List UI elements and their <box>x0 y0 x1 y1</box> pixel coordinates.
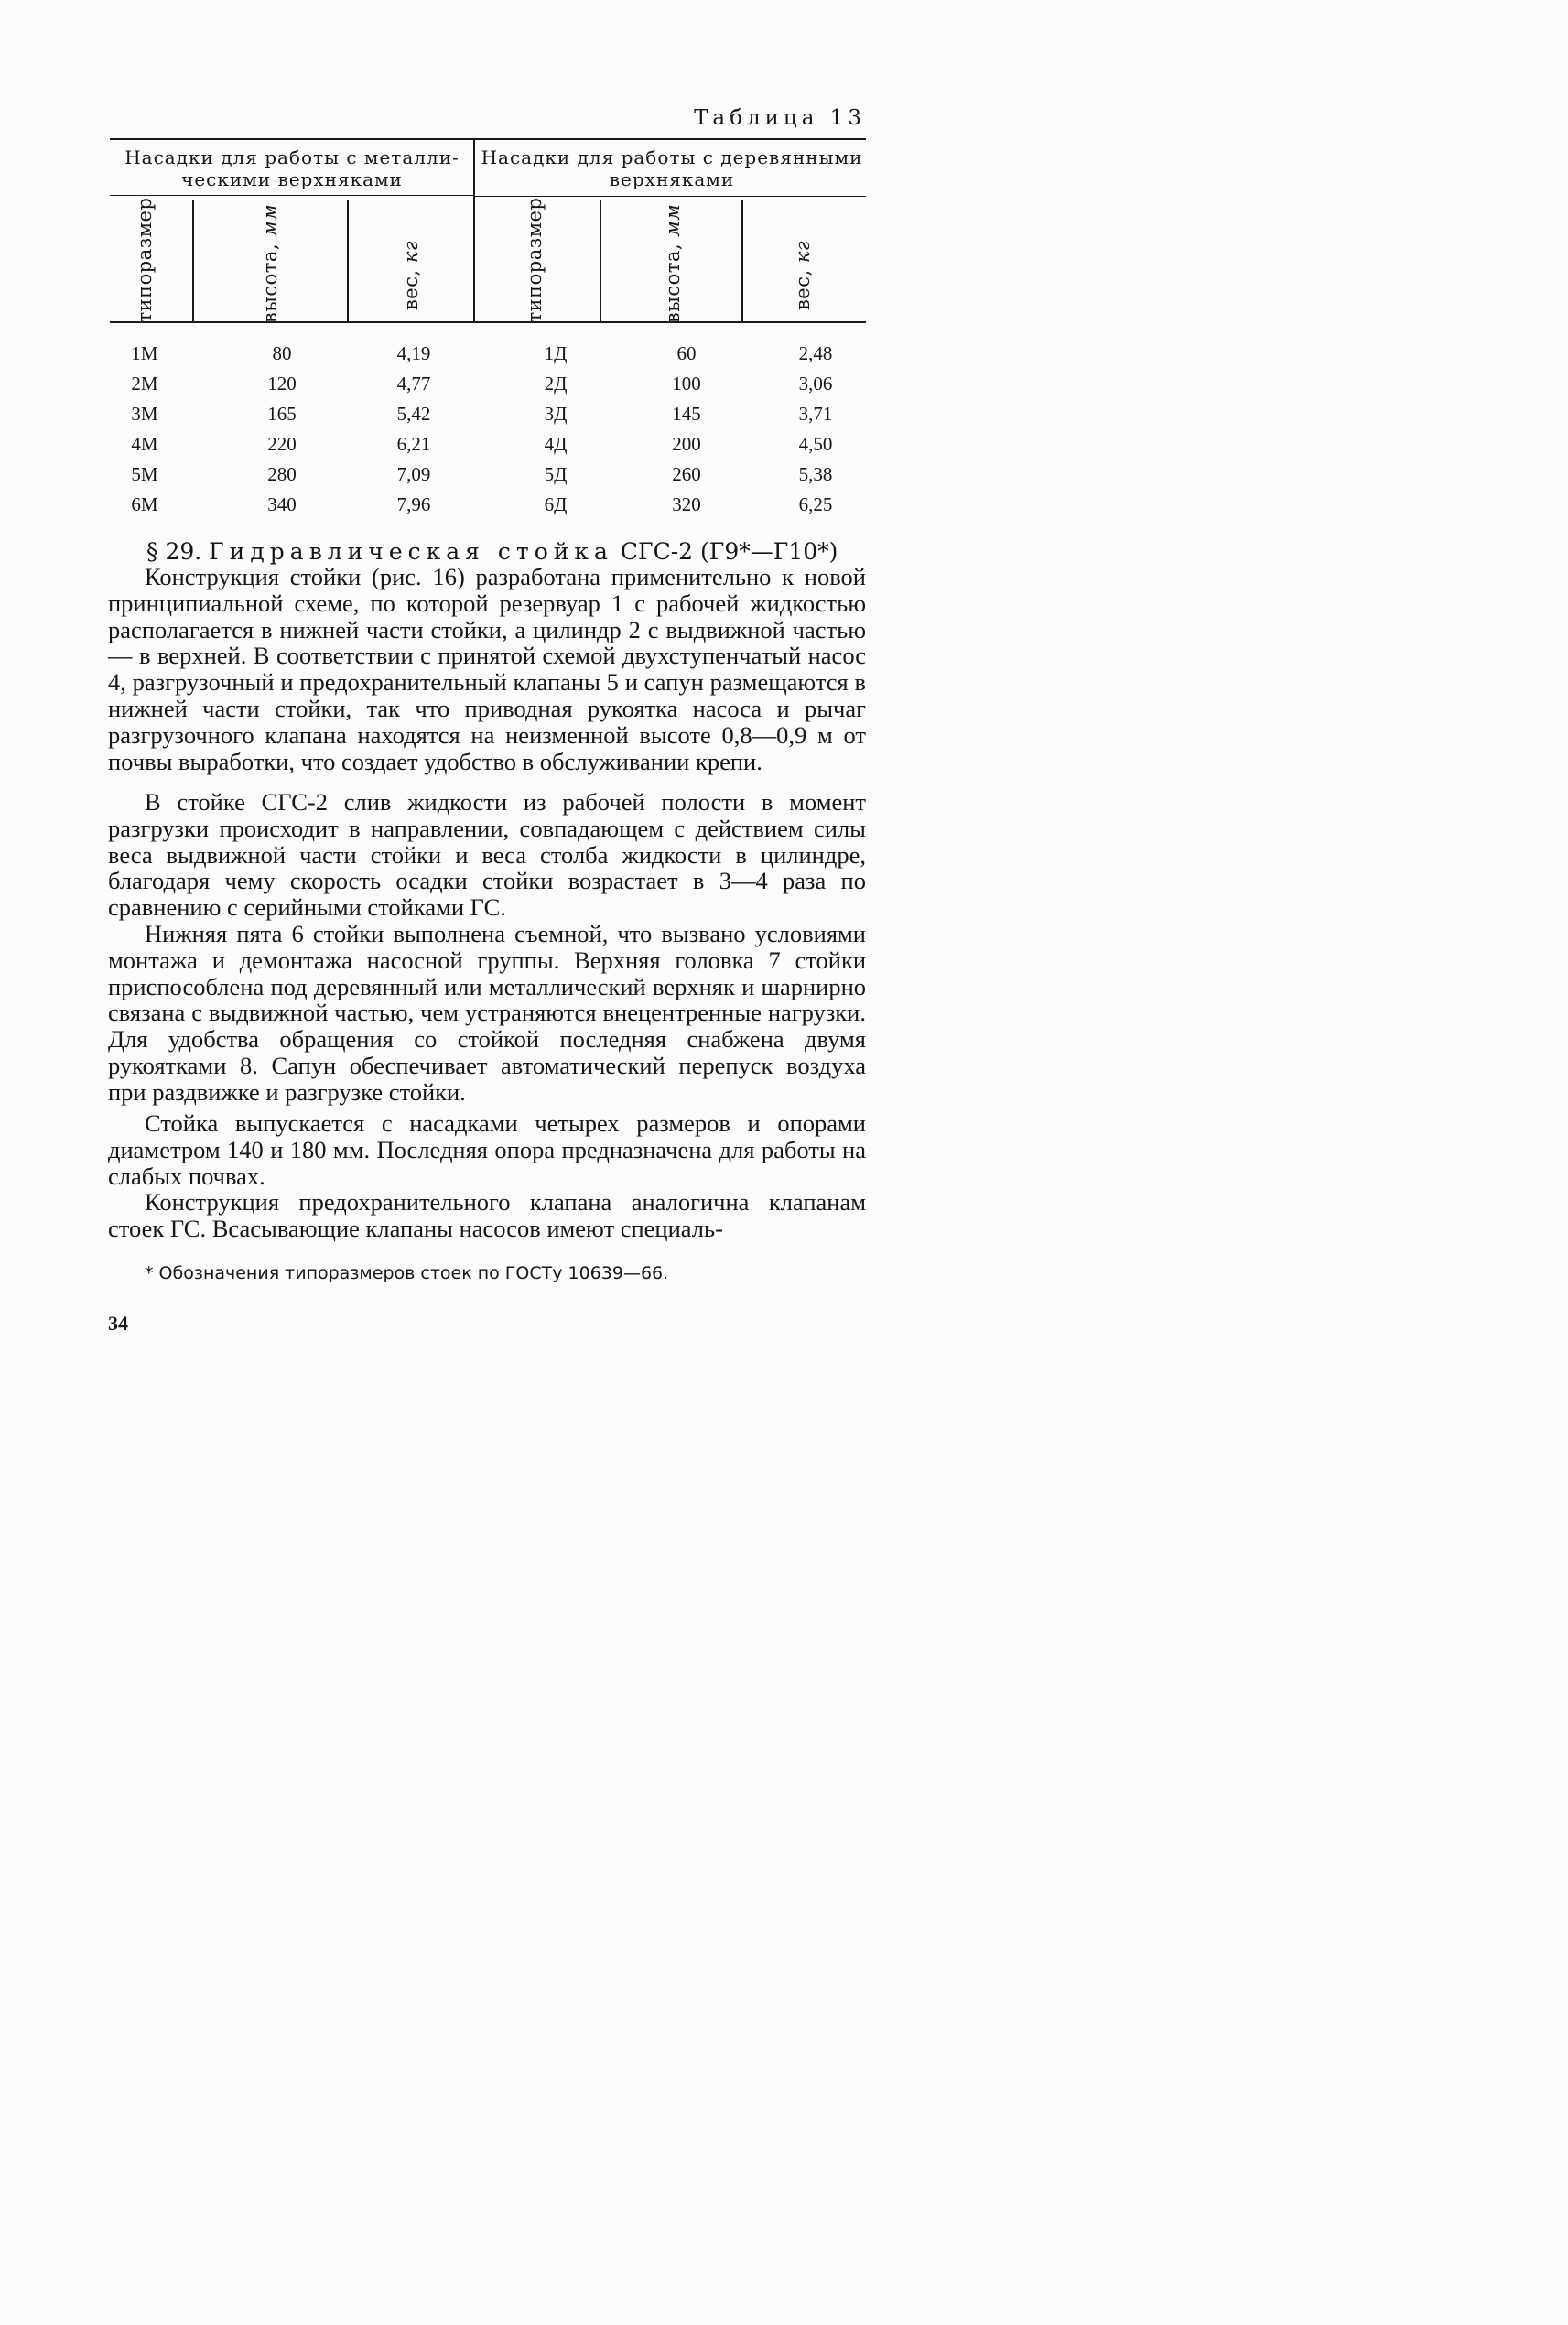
table-top-rule <box>110 138 866 140</box>
table-cell: 1М <box>131 342 158 364</box>
table-cell: 2Д <box>544 373 568 395</box>
body-paragraph: Нижняя пята 6 стойки выполнена съемной, что вызвано условиями монтажа и демонтажа насосной группы. Верхняя головка 7 стойки приспособлена под деревянный или металлический верхняк и шарнирно связана с выдвижной частью, чем устраняются внецентренные нагрузки. Для удобства обращения со стойкой последняя снабжена двумя рукоятками 8. Сапун обеспечивает автоматический перепуск воздуха при раздвижке и разгрузке стойки. <box>108 920 866 1106</box>
footnote: * Обозначения типоразмеров стоек по ГОСТу 10639—66. <box>145 1263 669 1283</box>
table-cell: 2,48 <box>798 342 833 364</box>
body-paragraph: Стойка выпускается с насадками четырех размеров и опорами диаметром 140 и 180 мм. Последняя опора предназначена для работы на слабых почвах. <box>108 1109 866 1190</box>
table-cell: 100 <box>672 373 701 395</box>
table-cell: 60 <box>676 342 697 364</box>
table-header-bottom-rule <box>110 321 866 323</box>
table-cell: 4М <box>131 433 158 455</box>
table-group-divider <box>473 139 475 322</box>
col-divider <box>347 200 349 322</box>
body-paragraph: В стойке СГС-2 слив жидкости из рабочей полости в момент разгрузки происходит в направлении, совпадающем с действием силы веса выдвижной части стойки и веса столба жидкости в цилиндре, благодаря чему скорость осадки стойки возрастает в 3—4 раза по сравнению с серийными стойками ГС. <box>108 788 866 922</box>
table-cell: 220 <box>267 433 297 455</box>
table-cell: 120 <box>267 373 297 395</box>
table-cell: 165 <box>267 403 297 425</box>
body-paragraph: Конструкция стойки (рис. 16) разработана применительно к новой принципиальной схеме, по которой резервуар 1 с рабочей жидкостью располагается в нижней части стойки, а цилиндр 2 с выдвижной частью — в верхней. В соответствии с принятой схемой двухступенчатый насос 4, разгрузочный и предохранительный клапаны 5 и сапун размещаются в нижней части стойки, так что приводная рукоятка насоса и рычаг разгрузочного клапана находятся на неизменной высоте 0,8—0,9 м от почвы выработки, что создает удобство в обслуживании крепи. <box>108 563 866 775</box>
group-underline-left <box>110 195 473 196</box>
body-paragraph: Конструкция предохранительного клапана аналогична клапанам стоек ГС. Всасывающие клапаны насосов имеют специаль- <box>108 1188 866 1242</box>
table-cell: 7,09 <box>396 463 431 485</box>
section-title-model: СГС-2 (Г9*—Г10*) <box>620 538 838 565</box>
table-cell: 5,38 <box>798 463 833 485</box>
table-cell: 200 <box>672 433 701 455</box>
table-cell: 145 <box>672 403 701 425</box>
table-cell: 4,19 <box>396 342 431 364</box>
table-cell: 340 <box>267 493 297 515</box>
group-header-wood: Насадки для работы с деревянными верхняками <box>481 146 863 190</box>
col-divider <box>600 200 601 322</box>
table-cell: 3М <box>131 403 158 425</box>
section-heading <box>146 538 866 565</box>
table-cell: 320 <box>672 493 701 515</box>
col-divider <box>741 200 743 322</box>
table-cell: 1Д <box>544 342 568 364</box>
table-cell: 5,42 <box>396 403 431 425</box>
table-cell: 2М <box>131 373 158 395</box>
group-header-metal: Насадки для работы с металли- ческими верхняками <box>124 146 460 190</box>
table-cell: 4,50 <box>798 433 833 455</box>
table-cell: 260 <box>672 463 701 485</box>
table-cell: 3,06 <box>798 373 833 395</box>
table-cell: 3,71 <box>798 403 833 425</box>
table-cell: 6М <box>131 493 158 515</box>
table-cell: 4Д <box>544 433 568 455</box>
table-cell: 7,96 <box>396 493 431 515</box>
table-cell: 6,21 <box>396 433 431 455</box>
table-cell: 80 <box>272 342 292 364</box>
table-cell: 6,25 <box>798 493 833 515</box>
table-cell: 5М <box>131 463 158 485</box>
table-cell: 4,77 <box>396 373 431 395</box>
table-cell: 280 <box>267 463 297 485</box>
table-caption: Таблица 13 <box>694 106 866 130</box>
page-number: 34 <box>108 1312 128 1335</box>
table-cell: 5Д <box>544 463 568 485</box>
section-number: § 29. <box>146 538 202 565</box>
table-cell: 6Д <box>544 493 568 515</box>
section-title: Гидравлическая стойка <box>209 538 613 565</box>
table-cell: 3Д <box>544 403 568 425</box>
col-divider <box>192 200 194 322</box>
